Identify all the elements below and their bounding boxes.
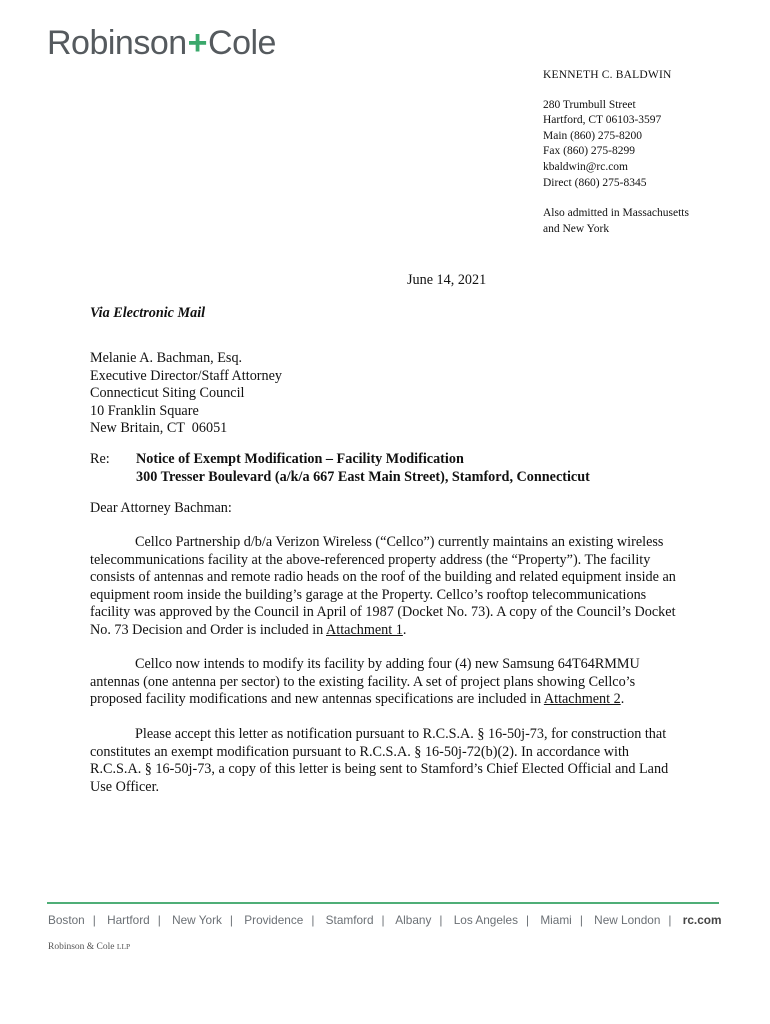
delivery-method: Via Electronic Mail	[90, 305, 206, 321]
subject-label: Re:	[90, 451, 110, 467]
letter-date: June 14, 2021	[407, 272, 487, 288]
paragraph-1: Cellco Partnership d/b/a Verizon Wireless (“Cellco”) currently maintains an existing wireless telecommunications facility at the above-referenced property address (the “Property”). The facility consists of antennas and remote radio heads on the roof of the building and related equipment inside an equipment room inside the building’s garage at the Property. Cellco’s rooftop telecommunications facility was approved by the Council in April of 1987 (Docket No. 73). A copy of the Council’s Docket No. 73 Decision and Order is included in Attachment 1.	[90, 534, 676, 638]
sender-name: KENNETH C. BALDWIN	[543, 69, 672, 81]
office-providence: Providence	[244, 913, 304, 927]
office-stamford: Stamford	[325, 913, 374, 927]
office-new-london: New London	[594, 913, 661, 927]
office-boston: Boston	[48, 913, 85, 927]
office-los-angeles: Los Angeles	[453, 913, 518, 927]
subject-block	[90, 451, 680, 486]
recipient-line1: Melanie A. Bachman, Esq.	[90, 350, 243, 366]
office-miami: Miami	[540, 913, 572, 927]
recipient-line3: Connecticut Siting Council	[90, 385, 245, 402]
recipient-line4: 10 Franklin Square	[90, 402, 199, 419]
attachment-1-reference: Attachment 1	[326, 621, 403, 638]
attachment-2-reference: Attachment 2	[543, 691, 621, 708]
sender-main-phone: Main (860) 275-8200	[543, 129, 643, 142]
website-link[interactable]: rc.com	[682, 913, 722, 927]
sender-address-line2: Hartford, CT 06103-3597	[543, 114, 662, 127]
firm-legal-name: Robinson & Cole LLP	[48, 942, 131, 952]
recipient-address	[90, 350, 680, 438]
paragraph-2: Cellco now intends to modify its facility by adding four (4) new Samsung 64T64RMMU antennas (one antenna per sector) to the existing facility. A set of project plans showing Cellco’s proposed facility modifications and new antennas specifications are included in Attachment 2.	[90, 656, 640, 708]
sender-fax: Fax (860) 275-8299	[543, 145, 635, 158]
subject-line2: 300 Tresser Boulevard (a/k/a 667 East Main Street), Stamford, Connecticut	[136, 468, 590, 485]
office-new-york: New York	[172, 913, 222, 927]
office-hartford: Hartford	[107, 913, 150, 927]
sender-admitted-line1: Also admitted in Massachusetts	[543, 207, 689, 220]
footer-offices: Boston | Hartford | New York | Providence | Stamford | Albany | Los Angeles | Miami | New London | rc.com	[48, 913, 722, 927]
sender-address-line1: 280 Trumbull Street	[543, 98, 636, 111]
office-albany: Albany	[395, 913, 432, 927]
sender-email: kbaldwin@rc.com	[543, 160, 628, 173]
firm-logo: Robinson+Cole	[47, 24, 276, 62]
footer-divider	[47, 902, 719, 904]
sender-direct-phone: Direct (860) 275-8345	[543, 176, 647, 189]
recipient-line5: New Britain, CT 06051	[90, 420, 228, 437]
sender-admitted-line2: and New York	[543, 222, 610, 235]
salutation: Dear Attorney Bachman:	[90, 500, 232, 516]
subject-line1: Notice of Exempt Modification – Facility Modification	[136, 451, 464, 467]
paragraph-3: Please accept this letter as notification pursuant to R.C.S.A. § 16-50j-73, for construction that constitutes an exempt modification pursuant to R.C.S.A. § 16-50j-72(b)(2). In accordance with R.C.S.A. § 16-50j-73, a copy of this letter is being sent to Stamford’s Chief Elected Official and Land Use Officer.	[90, 726, 669, 795]
sender-block	[543, 68, 763, 237]
recipient-line2: Executive Director/Staff Attorney	[90, 367, 282, 384]
